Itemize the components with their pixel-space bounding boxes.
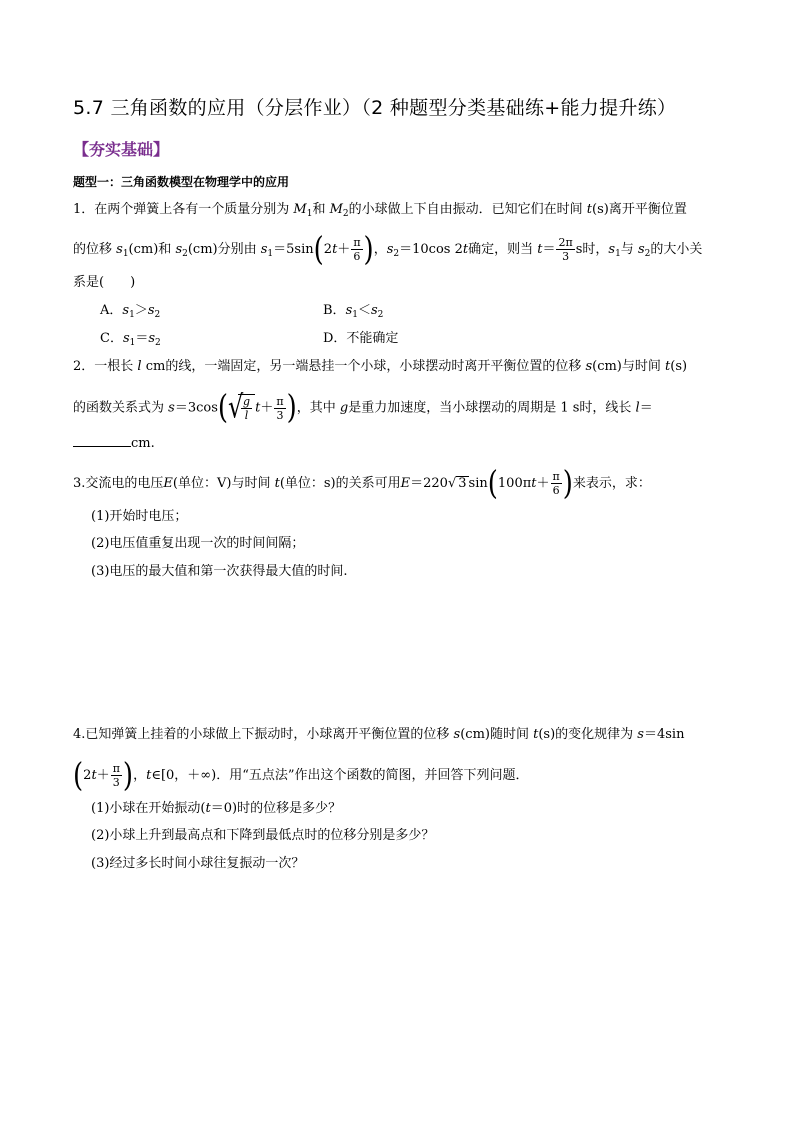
q4-part-3: (3)经过多长时间小球往复振动一次？ <box>91 856 305 871</box>
q4-part-2: (2)小球上升到最高点和下降到最低点时的位移分别是多少？ <box>91 828 435 843</box>
q4-line-2: (2t＋ $\frac{\pi}{3}$ )，t∈[0，＋∞)．用“五点法”作出这个函数的简图，并回答下列问题． <box>73 756 529 795</box>
section-heading: 【夯实基础】 <box>73 140 170 159</box>
q3-line-1: 3.交流电的电压E(单位：V)与时间 t(单位：s)的关系可用E＝220√ 3 sin(100πt＋ $\frac{\pi}{6}$ )来表示，求： <box>73 464 651 503</box>
q1-line-3: 系是( ) <box>73 275 136 290</box>
q3-part-2: (2)电压值重复出现一次的时间间隔； <box>91 536 305 551</box>
q1-fraction-pi-6: $\frac{\pi}{6}$ <box>353 236 361 263</box>
q2-fraction-pi-3: $\frac{\pi}{3}$ <box>276 394 284 422</box>
q4-line-1: 4.已知弹簧上挂着的小球做上下振动时，小球离开平衡位置的位移 s(cm)随时间 t(s)的变化规律为 s＝4sin <box>73 727 685 742</box>
q3-part-1: (1)开始时电压； <box>91 509 188 524</box>
q2-line-3: cm. <box>73 434 155 454</box>
q1-fraction-2pi-3: $\frac{2\pi}{3}$ <box>558 236 573 263</box>
q3-part-3: (3)电压的最大值和第一次获得最大值的时间. <box>91 564 348 579</box>
q1-option-d: D．不能确定 <box>323 331 399 346</box>
q3-fraction-pi-6: $\frac{\pi}{6}$ <box>552 470 560 497</box>
q2-line-2: 的函数关系式为 s＝3cos( √ $\frac{g}{l}$ t＋ $\frac{\pi}{3}$ )，其中 g是重力加速度，当小球摆动的周期是 1 s时，线长 l＝ <box>73 388 653 427</box>
q4-fraction-pi-3: $\frac{\pi}{3}$ <box>112 762 120 789</box>
q1-line-2: 的位移 $s_1(cm)$和 $s_2(cm)$分别由 $s_1=5\sin(2t+$ $\frac{\pi}{6}$ )，$s_2=10\cos$ 2t确定，则当 t＝ $\frac{2\pi}{3}$ s时，$s_1$与 $s_2$的大小关 <box>73 230 703 269</box>
q2-line-1: 2．一根长 l cm的线，一端固定，另一端悬挂一个小球，小球摆动时离开平衡位置的位移 s(cm)与时间 t(s) <box>73 359 688 374</box>
q4-part-1: (1)小球在开始振动(t＝0)时的位移是多少？ <box>91 801 342 816</box>
q1-line-1: 1．在两个弹簧上各有一个质量分别为 $M_1$和 $M_2$的小球做上下自由振动．已知它们在时间 t(s)离开平衡位置 <box>73 202 687 219</box>
q2-sqrt-g-over-l: √ $\frac{g}{l}$ <box>228 394 255 422</box>
answer-blank[interactable] <box>73 434 131 447</box>
question-type-heading: 题型一：三角函数模型在物理学中的应用 <box>73 175 290 189</box>
q1-option-b: B．$s_1<s_2$ <box>323 303 384 320</box>
q1-option-c: C．$s_1=s_2$ <box>100 331 161 348</box>
page-title: 5.7 三角函数的应用（分层作业）（2 种题型分类基础练+能力提升练） <box>73 97 677 119</box>
q1-option-a: A．$s_1>s_2$ <box>100 303 161 320</box>
